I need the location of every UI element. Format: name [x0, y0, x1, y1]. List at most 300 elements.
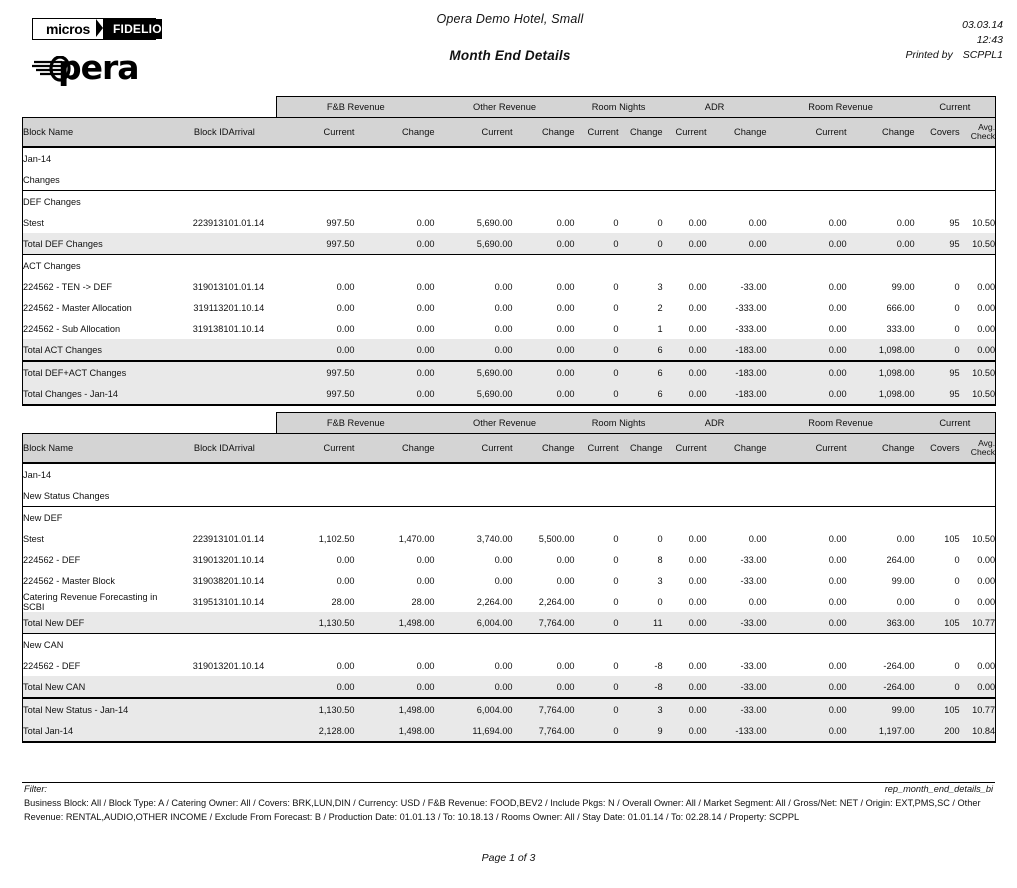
row-value-5: 0: [619, 233, 663, 255]
row-value-0: 2,128.00: [277, 720, 355, 742]
row-value-11: 0.00: [960, 655, 996, 676]
row-value-1: 0.00: [416, 554, 435, 565]
column-header-current: Current: [767, 434, 847, 464]
row-value-3: 0.00: [556, 554, 575, 565]
row-value-9: 0.00: [896, 596, 915, 607]
row-value-5: 0: [657, 217, 663, 228]
row-value-2: 5,690.00: [435, 361, 513, 383]
row-value-6: 0.00: [688, 217, 707, 228]
row-value-9: 264.00: [886, 554, 915, 565]
row-value-8: 0.00: [767, 383, 847, 405]
row-value-6: 0.00: [688, 660, 707, 671]
row-value-9: 363.00: [847, 612, 915, 634]
row-value-7: -33.00: [740, 660, 767, 671]
row-block-id: [181, 361, 229, 383]
section-row: [23, 147, 996, 169]
report-table-1: [22, 96, 996, 406]
row-value-10: 0: [954, 554, 960, 565]
row-value-5: 6: [619, 361, 663, 383]
filter-line-2: Revenue: RENTAL,AUDIO,OTHER INCOME / Exclude From Forecast: B / Production Date: 01.01.13 / To: 10.18.13 / Rooms Owner: All / Stay Date: 01.01.14 / To: 02.28.14 / Property: SCPPL: [24, 811, 800, 822]
printed-by-value: SCPPL1: [962, 49, 1003, 61]
table-row: [23, 297, 996, 318]
table-row: [23, 570, 996, 591]
row-value-5: -8: [654, 660, 663, 671]
row-arrival: 01.10.14: [228, 323, 265, 334]
micros-wordmark: micros: [33, 19, 103, 39]
row-value-5: -8: [619, 676, 663, 698]
row-edge: [960, 147, 996, 169]
row-value-5: 0: [657, 596, 663, 607]
row-filler: [181, 169, 960, 191]
row-value-10: 0: [954, 323, 960, 334]
row-block-id: 3191381: [192, 323, 229, 334]
row-value-10: 0: [954, 302, 960, 313]
row-block-id: 2239131: [192, 533, 229, 544]
section-row: [23, 169, 996, 191]
total-row: [23, 233, 996, 255]
row-value-10: 95: [915, 233, 960, 255]
row-arrival: [229, 383, 277, 405]
row-edge: [960, 507, 996, 529]
row-label: Stest: [23, 212, 181, 233]
row-value-7: -333.00: [735, 302, 767, 313]
row-value-6: 0.00: [663, 720, 707, 742]
row-value-3: 0.00: [513, 383, 575, 405]
row-value-2: 0.00: [494, 575, 513, 586]
row-value-11: 10.84: [960, 720, 996, 742]
fidelio-wordmark: FIDELIO: [113, 19, 162, 39]
report-table-2: [22, 412, 996, 743]
row-label: New DEF: [23, 507, 181, 529]
row-value-8: 0.00: [767, 361, 847, 383]
row-arrival: [229, 698, 277, 720]
column-header-change: Change: [619, 434, 663, 464]
row-value-0: 0.00: [277, 676, 355, 698]
row-edge: [960, 191, 996, 213]
group-row: [23, 191, 996, 213]
column-group-adr: ADR: [663, 97, 767, 118]
row-arrival: 01.10.14: [228, 575, 265, 586]
row-label: ACT Changes: [23, 255, 181, 277]
column-header-change: Change: [619, 118, 663, 148]
row-value-11: 10.77: [960, 612, 996, 634]
column-group-adr: ADR: [663, 413, 767, 434]
row-value-8: 0.00: [828, 660, 847, 671]
row-value-10: 0: [954, 575, 960, 586]
row-label: Total Changes - Jan-14: [23, 383, 181, 405]
row-value-2: 0.00: [494, 302, 513, 313]
row-value-11: 0.00: [960, 591, 996, 612]
row-value-8: 0.00: [828, 554, 847, 565]
row-value-2: 3,740.00: [476, 533, 513, 544]
row-value-11: 0.00: [960, 676, 996, 698]
row-value-4: 0: [575, 698, 619, 720]
row-block-id: [181, 383, 229, 405]
row-value-0: 1,130.50: [277, 698, 355, 720]
row-value-1: 0.00: [416, 575, 435, 586]
row-block-id: 3195131: [192, 596, 229, 607]
row-value-6: 0.00: [688, 596, 707, 607]
row-value-8: 0.00: [767, 612, 847, 634]
row-value-6: 0.00: [688, 281, 707, 292]
column-group-band: [23, 413, 996, 434]
row-block-id: [181, 698, 229, 720]
row-label: 224562 - Master Block: [23, 570, 181, 591]
row-value-5: 6: [619, 339, 663, 361]
row-value-3: 0.00: [513, 361, 575, 383]
row-label: 224562 - DEF: [23, 655, 181, 676]
row-filler: [181, 191, 960, 213]
logo-block: [32, 18, 182, 86]
row-edge: [960, 485, 996, 507]
row-value-9: 333.00: [886, 323, 915, 334]
row-value-2: 2,264.00: [476, 596, 513, 607]
table-section-new-status: [22, 412, 995, 743]
row-value-11: 10.50: [960, 212, 996, 233]
row-value-10: 95: [915, 383, 960, 405]
table-row: [23, 212, 996, 233]
row-value-8: 0.00: [767, 676, 847, 698]
row-value-7: -183.00: [707, 339, 767, 361]
row-block-id: [181, 612, 229, 634]
row-value-0: 0.00: [336, 323, 355, 334]
column-header-row: [23, 118, 996, 148]
print-date: 03.03.14: [962, 19, 1003, 31]
row-value-10: 105: [944, 533, 960, 544]
row-value-2: 0.00: [494, 554, 513, 565]
row-value-6: 0.00: [663, 612, 707, 634]
column-header-covers: Covers: [915, 434, 960, 464]
column-header-change: Change: [355, 434, 435, 464]
row-value-0: 0.00: [336, 281, 355, 292]
row-arrival: 01.10.14: [228, 660, 265, 671]
row-label: Catering Revenue Forecasting in SCBI: [23, 591, 181, 612]
row-arrival: [229, 720, 277, 742]
row-value-7: -33.00: [707, 676, 767, 698]
row-value-7: 0.00: [748, 533, 767, 544]
column-header-change: Change: [355, 118, 435, 148]
row-value-6: 0.00: [688, 323, 707, 334]
row-label: Jan-14: [23, 463, 181, 485]
row-value-4: 0: [575, 233, 619, 255]
row-value-0: 0.00: [336, 575, 355, 586]
row-value-4: 0: [575, 612, 619, 634]
row-value-1: 0.00: [355, 383, 435, 405]
column-header-current: Current: [435, 434, 513, 464]
row-value-3: 2,264.00: [538, 596, 575, 607]
row-value-1: 1,498.00: [355, 720, 435, 742]
row-value-8: 0.00: [828, 533, 847, 544]
report-footer: [22, 782, 995, 824]
row-value-3: 0.00: [556, 302, 575, 313]
row-value-6: 0.00: [688, 554, 707, 565]
table-row: [23, 318, 996, 339]
row-value-8: 0.00: [828, 575, 847, 586]
hotel-name: Opera Demo Hotel, Small: [436, 12, 584, 26]
row-value-9: 99.00: [891, 281, 915, 292]
report-title: Month End Details: [449, 48, 571, 63]
row-value-5: 2: [657, 302, 663, 313]
row-value-1: 0.00: [416, 281, 435, 292]
column-header-current: Current: [277, 434, 355, 464]
row-block-id: 3190132: [192, 554, 229, 565]
column-header-current: Current: [767, 118, 847, 148]
group-blank: [23, 97, 277, 118]
row-value-0: 0.00: [336, 660, 355, 671]
row-value-2: 0.00: [435, 339, 513, 361]
column-header-change: Change: [847, 434, 915, 464]
row-value-8: 0.00: [767, 339, 847, 361]
row-value-7: -133.00: [707, 720, 767, 742]
row-label: Total DEF Changes: [23, 233, 181, 255]
total-row: [23, 339, 996, 361]
row-label: Total ACT Changes: [23, 339, 181, 361]
column-group-f-b-revenue: F&B Revenue: [277, 97, 435, 118]
row-value-11: 10.50: [960, 383, 996, 405]
row-value-5: 3: [619, 698, 663, 720]
total-row: [23, 676, 996, 698]
row-value-4: 0: [575, 676, 619, 698]
row-value-9: 1,098.00: [847, 361, 915, 383]
row-value-4: 0: [613, 217, 619, 228]
page-number: Page 1 of 3: [481, 852, 536, 864]
row-edge: [960, 255, 996, 277]
row-arrival: 01.10.14: [228, 596, 265, 607]
row-value-0: 997.50: [277, 233, 355, 255]
row-value-8: 0.00: [767, 720, 847, 742]
section-row: [23, 463, 996, 485]
column-header-row: [23, 434, 996, 464]
column-header-block-id: Block ID: [181, 118, 229, 148]
row-value-11: 0.00: [960, 549, 996, 570]
column-group-band: [23, 97, 996, 118]
column-header-current: Current: [663, 434, 707, 464]
row-value-3: 0.00: [513, 339, 575, 361]
row-value-8: 0.00: [828, 281, 847, 292]
print-time: 12:43: [976, 34, 1003, 46]
row-value-6: 0.00: [663, 676, 707, 698]
row-value-1: 1,498.00: [355, 612, 435, 634]
row-value-10: 105: [915, 698, 960, 720]
row-value-11: 0.00: [960, 570, 996, 591]
row-value-4: 0: [575, 383, 619, 405]
column-header-avg-: Avg. Check: [960, 118, 996, 148]
row-value-6: 0.00: [688, 302, 707, 313]
row-arrival: 01.10.14: [228, 302, 265, 313]
row-value-11: 0.00: [960, 318, 996, 339]
row-value-4: 0: [613, 575, 619, 586]
row-value-5: 3: [657, 281, 663, 292]
column-header-change: Change: [513, 434, 575, 464]
row-value-5: 11: [619, 612, 663, 634]
row-value-3: 0.00: [513, 676, 575, 698]
column-group-current: Current: [915, 413, 996, 434]
column-group-other-revenue: Other Revenue: [435, 97, 575, 118]
row-value-1: 0.00: [416, 660, 435, 671]
row-value-4: 0: [613, 323, 619, 334]
row-value-0: 1,130.50: [277, 612, 355, 634]
row-value-11: 0.00: [960, 297, 996, 318]
row-value-7: -333.00: [735, 323, 767, 334]
row-value-4: 0: [613, 596, 619, 607]
row-value-11: 10.50: [960, 233, 996, 255]
row-value-1: 1,498.00: [355, 698, 435, 720]
row-value-4: 0: [613, 302, 619, 313]
row-value-8: 0.00: [767, 233, 847, 255]
row-value-2: 6,004.00: [435, 698, 513, 720]
column-header-block-name: Block Name: [23, 434, 181, 464]
row-value-1: 0.00: [355, 676, 435, 698]
row-value-11: 0.00: [960, 339, 996, 361]
section-row: [23, 485, 996, 507]
row-value-1: 0.00: [416, 323, 435, 334]
row-value-0: 0.00: [336, 302, 355, 313]
column-header-current: Current: [435, 118, 513, 148]
column-header-arrival: Arrival: [229, 118, 277, 148]
row-value-11: 10.77: [960, 698, 996, 720]
row-value-2: 6,004.00: [435, 612, 513, 634]
row-value-3: 0.00: [556, 323, 575, 334]
row-label: 224562 - Sub Allocation: [23, 318, 181, 339]
table-row: [23, 276, 996, 297]
row-value-7: 0.00: [707, 233, 767, 255]
row-value-4: 0: [575, 361, 619, 383]
column-header-arrival: Arrival: [229, 434, 277, 464]
row-value-9: 1,098.00: [847, 383, 915, 405]
table-row: [23, 655, 996, 676]
row-value-2: 0.00: [494, 281, 513, 292]
row-value-2: 5,690.00: [435, 383, 513, 405]
group-row: [23, 634, 996, 656]
row-value-6: 0.00: [688, 533, 707, 544]
row-value-9: 666.00: [886, 302, 915, 313]
total-row: [23, 383, 996, 405]
table-section-changes: [22, 96, 995, 406]
row-value-6: 0.00: [663, 698, 707, 720]
row-arrival: [229, 612, 277, 634]
row-value-7: -183.00: [707, 383, 767, 405]
row-value-11: 10.50: [960, 361, 996, 383]
row-value-6: 0.00: [663, 383, 707, 405]
row-value-6: 0.00: [688, 575, 707, 586]
micros-fidelio-logo: [32, 18, 162, 40]
row-value-0: 1,102.50: [318, 533, 355, 544]
row-value-10: 200: [915, 720, 960, 742]
row-value-6: 0.00: [663, 361, 707, 383]
row-label: Total New Status - Jan-14: [23, 698, 181, 720]
column-header-current: Current: [575, 118, 619, 148]
row-filler: [181, 507, 960, 529]
row-block-id: [181, 339, 229, 361]
row-value-0: 997.50: [326, 217, 355, 228]
row-value-8: 0.00: [767, 698, 847, 720]
row-value-11: 10.50: [960, 528, 996, 549]
printed-by-label: Printed by: [905, 49, 953, 61]
row-value-1: 1,470.00: [398, 533, 435, 544]
row-value-2: 0.00: [494, 660, 513, 671]
column-header-change: Change: [707, 434, 767, 464]
row-value-1: 0.00: [416, 217, 435, 228]
row-value-6: 0.00: [663, 339, 707, 361]
row-value-0: 0.00: [277, 339, 355, 361]
row-arrival: 01.01.14: [228, 533, 265, 544]
column-header-current: Current: [277, 118, 355, 148]
row-value-7: -33.00: [740, 575, 767, 586]
row-filler: [181, 634, 960, 656]
row-label: Changes: [23, 169, 181, 191]
column-header-change: Change: [513, 118, 575, 148]
row-value-7: -33.00: [707, 698, 767, 720]
row-value-4: 0: [575, 339, 619, 361]
row-value-8: 0.00: [828, 302, 847, 313]
row-arrival: 01.01.14: [228, 281, 265, 292]
row-block-id: 3190382: [192, 575, 229, 586]
row-value-1: 0.00: [355, 361, 435, 383]
row-value-8: 0.00: [828, 323, 847, 334]
table-row: [23, 528, 996, 549]
row-value-3: 7,764.00: [513, 720, 575, 742]
row-value-2: 11,694.00: [435, 720, 513, 742]
row-value-0: 997.50: [277, 383, 355, 405]
column-group-room-revenue: Room Revenue: [767, 97, 915, 118]
column-header-change: Change: [707, 118, 767, 148]
row-value-9: 99.00: [891, 575, 915, 586]
row-value-10: 0: [915, 676, 960, 698]
row-value-4: 0: [613, 554, 619, 565]
row-block-id: 3191132: [193, 302, 229, 313]
row-label: Jan-14: [23, 147, 181, 169]
row-filler: [181, 147, 960, 169]
column-group-room-nights: Room Nights: [575, 413, 663, 434]
row-label: Total New CAN: [23, 676, 181, 698]
row-value-9: 0.00: [896, 533, 915, 544]
row-value-1: 0.00: [355, 233, 435, 255]
row-block-id: [181, 676, 229, 698]
row-value-3: 0.00: [556, 217, 575, 228]
row-value-2: 5,690.00: [435, 233, 513, 255]
opera-wordmark: pera: [58, 48, 139, 87]
row-value-6: 0.00: [663, 233, 707, 255]
column-header-avg-: Avg. Check: [960, 434, 996, 464]
row-value-5: 9: [619, 720, 663, 742]
group-row: [23, 507, 996, 529]
row-value-0: 0.00: [336, 554, 355, 565]
row-value-3: 0.00: [513, 233, 575, 255]
row-edge: [960, 463, 996, 485]
row-label: Total Jan-14: [23, 720, 181, 742]
row-block-id: [181, 233, 229, 255]
row-value-10: 105: [915, 612, 960, 634]
row-value-10: 0: [954, 281, 960, 292]
column-group-room-nights: Room Nights: [575, 97, 663, 118]
column-group-f-b-revenue: F&B Revenue: [277, 413, 435, 434]
row-value-7: 0.00: [748, 596, 767, 607]
report-header: [0, 0, 1017, 92]
column-header-covers: Covers: [915, 118, 960, 148]
row-block-id: 2239131: [192, 217, 229, 228]
row-value-9: -264.00: [847, 676, 915, 698]
header-right: [905, 18, 1003, 63]
row-value-3: 5,500.00: [538, 533, 575, 544]
row-label: New Status Changes: [23, 485, 181, 507]
row-value-1: 28.00: [411, 596, 435, 607]
row-block-id: 3190132: [192, 660, 229, 671]
column-header-change: Change: [847, 118, 915, 148]
row-arrival: 01.10.14: [228, 554, 265, 565]
row-value-4: 0: [613, 660, 619, 671]
group-row: [23, 255, 996, 277]
row-value-3: 7,764.00: [513, 612, 575, 634]
